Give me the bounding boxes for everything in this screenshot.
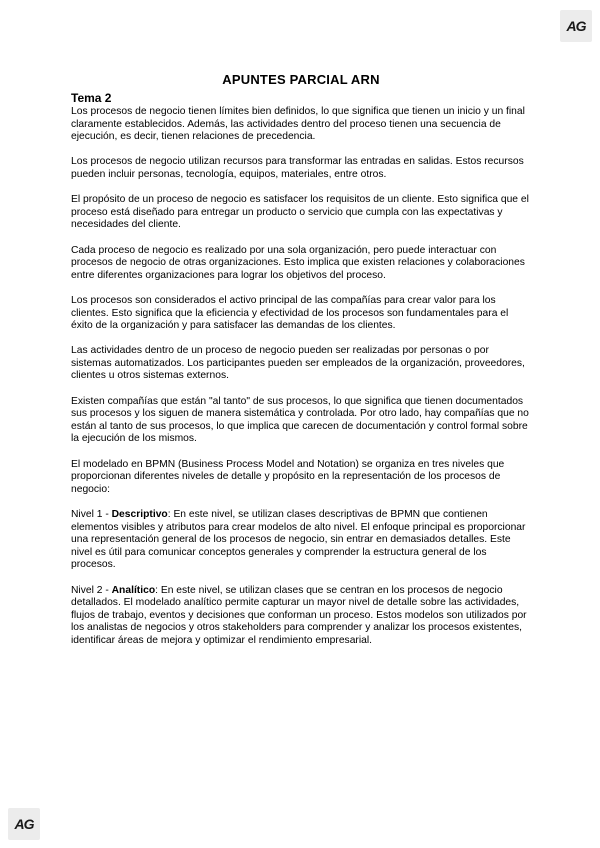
paragraph: El propósito de un proceso de negocio es satisfacer los requisitos de un cliente. Esto significa que el proceso está diseñado para entregar un producto o servicio que cumpla con las expectativas y necesidades del cliente. [71,194,529,231]
paragraph: El modelado en BPMN (Business Process Model and Notation) se organiza en tres niveles que proporcionan diferentes niveles de detalle y propósito en la representación de los procesos de negocio: [71,458,505,495]
paragraph: Existen compañías que están "al tanto" de sus procesos, lo que significa que tienen documentados sus procesos y los siguen de manera sistemática y controlada. Por otro lado, hay compañías que no están al tanto de sus procesos, lo que implica que carecen de documentación y control formal sobre la ejecución de los mismos. [71,395,529,445]
paragraph: Los procesos de negocio utilizan recursos para transformar las entradas en salidas. Estos recursos pueden incluir personas, tecnología, equipos, materiales, entre otros. [71,156,524,180]
paragraph: Los procesos son considerados el activo principal de las compañías para crear valor para los clientes. Esto significa que la eficiencia y efectividad de los procesos son fundamentales para el éxito de la organización y para satisfacer las demandas de los clientes. [71,294,509,332]
paragraph: Las actividades dentro de un proceso de negocio pueden ser realizadas por personas o por sistemas automatizados. Los participantes pueden ser empleados de la organización, proveedores, clientes u otros sistemas externos. [71,345,525,382]
paragraph: Cada proceso de negocio es realizado por una sola organización, pero puede interactuar con procesos de negocio de otras organizaciones. Esto implica que existen relaciones y colaboraciones entre diferentes organizaciones para lograr los objetivos del proceso. [71,244,525,281]
level-prefix: Nivel 1 - [71,509,112,520]
logo-bottom: AG [8,808,40,840]
level-text: : En este nivel, se utilizan clases que se centran en los procesos de negocio detallados. El modelado analítico permite capturar un mayor nivel de detalle sobre las actividades, flujos de trabajo, eventos y decisiones que conforman un proceso. Estos modelos son utilizados por los analistas de negocios y otros stakeholders para comprender y analizar los procesos existentes, identificar áreas de mejora y optimizar el rendimiento empresarial. [71,584,527,646]
level-prefix: Nivel 2 - [71,584,112,596]
level-1-paragraph [71,509,531,572]
level-name: Descriptivo [111,509,168,520]
level-name: Analítico [111,584,156,596]
level-2-paragraph [71,585,531,648]
document-title: APUNTES PARCIAL ARN [222,72,380,87]
level-text: : En este nivel, se utilizan clases descriptivas de BPMN que contienen elementos visibles y atributos para crear modelos de alto nivel. El enfoque principal es proporcionar una representación general de los procesos de negocio, sin entrar en demasiados detalles. Este nivel es útil para comunicar conceptos generales y comprender la estructura general de los procesos. [71,509,526,571]
paragraph: Los procesos de negocio tienen límites bien definidos, lo que significa que tienen un inicio y un final claramente establecidos. Además, las actividades dentro del proceso tienen una secuencia de ejecución, es decir, tienen relaciones de precedencia. [71,106,525,143]
document-page [71,72,531,660]
logo-top: AG [560,10,592,42]
section-heading: Tema 2 [71,91,112,105]
